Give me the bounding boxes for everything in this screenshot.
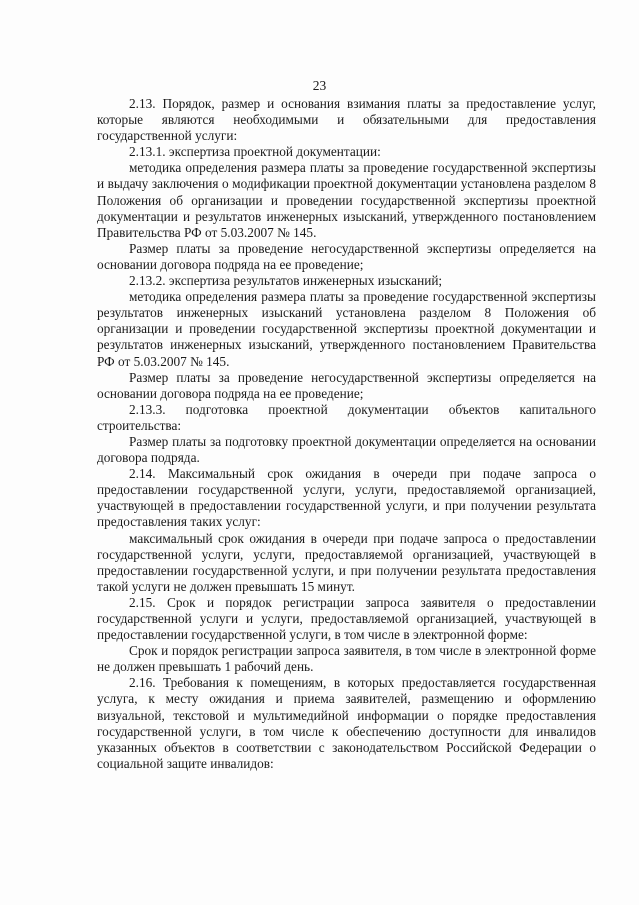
paragraph-state-expertise-method: методика определения размера платы за проведение государственной экспертизы и выдачу заключения о модификации проектной документации установлена разделом 8 Положения об организации и проведении государственной экспертизы проектной документации и результатов инженерных изысканий, утвержденного постановлением Правительства РФ от 5.03.2007 № 145. — [97, 160, 596, 240]
paragraph-2-15: 2.15. Срок и порядок регистрации запроса заявителя о предоставлении государственной услуги и услуги, предоставляемой организацией, участвующей в предоставлении государственной услуги, в том числе в электронной форме: — [97, 594, 596, 643]
page-number: 23 — [312, 78, 327, 93]
paragraph-2-14: 2.14. Максимальный срок ожидания в очереди при подаче запроса о предоставлении государственной услуги, услуги, предоставляемой организацией, участвующей в предоставлении государственной услуги, и при получении результата предоставления таких услуг: — [97, 466, 596, 530]
paragraph-max-wait-time: максимальный срок ожидания в очереди при подаче запроса о предоставлении государственной услуги, услуги, предоставляемой организацией, участвующей в предоставлении государственной услуги, и при получении результата предоставления такой услуги не должен превышать 15 минут. — [97, 530, 596, 594]
paragraph-design-fee: Размер платы за подготовку проектной документации определяется на основании договора подряда. — [97, 433, 596, 466]
paragraph-2-16: 2.16. Требования к помещениям, в которых предоставляется государственная услуга, к месту ожидания и приема заявителей, размещению и оформлению визуальной, текстовой и мультимедийной информации о порядке предоставления государственной услуги, в том числе к обеспечению доступности для инвалидов указанных объектов в соответствии с законодательством Российской Федерации о социальной защите инвалидов: — [97, 675, 596, 771]
paragraph-nonstate-expertise-fee: Размер платы за проведение негосударственной экспертизы определяется на основании договора подряда на ее проведение; — [97, 240, 596, 272]
paragraph-registration-term: Срок и порядок регистрации запроса заявителя, в том числе в электронной форме не должен превышать 1 рабочий день. — [97, 643, 596, 675]
paragraph-nonstate-expertise-fee-2: Размер платы за проведение негосударственной экспертизы определяется на основании договора подряда на ее проведение; — [97, 369, 596, 401]
paragraph-2-13: 2.13. Порядок, размер и основания взимания платы за предоставление услуг, которые являются необходимыми и обязательными для предоставления государственной услуги: — [97, 96, 596, 144]
paragraph-2-13-1: 2.13.1. экспертиза проектной документации: — [129, 144, 381, 160]
paragraph-2-13-3: 2.13.3. подготовка проектной документации объектов капитального строительства: — [97, 401, 596, 433]
document-body — [97, 96, 596, 772]
paragraph-2-13-2: 2.13.2. экспертиза результатов инженерных изысканий; — [129, 273, 443, 289]
paragraph-survey-expertise-method: методика определения размера платы за проведение государственной экспертизы результатов инженерных изысканий установлена разделом 8 Положения об организации и проведении государственной экспертизы проектной документации и результатов инженерных изысканий, утвержденного постановлением Правительства РФ от 5.03.2007 № 145. — [97, 289, 596, 369]
